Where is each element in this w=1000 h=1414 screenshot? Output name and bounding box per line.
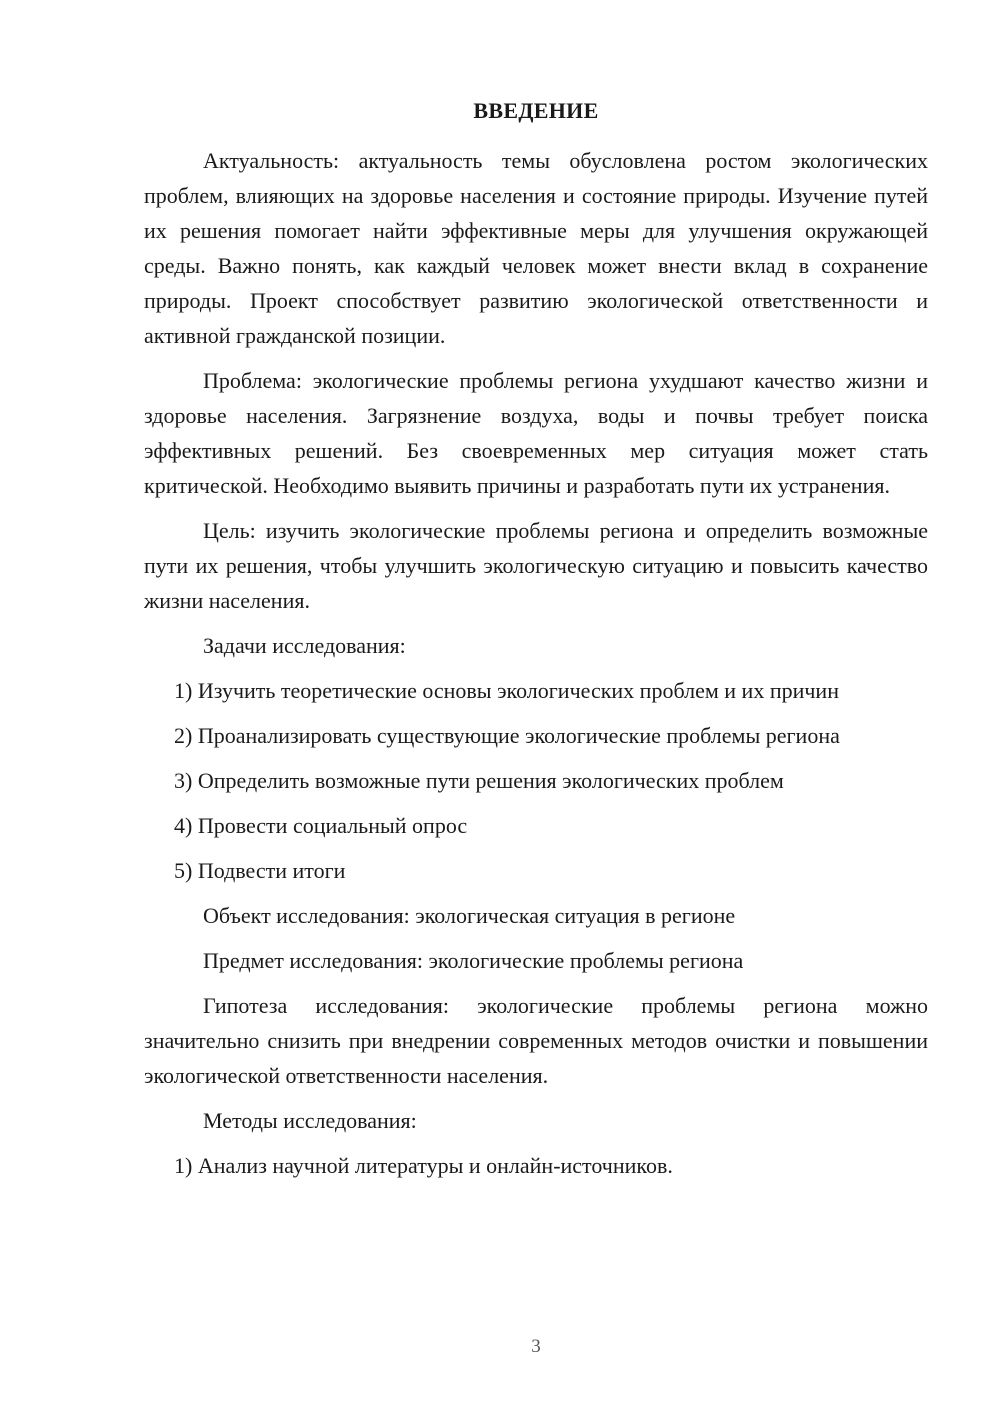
paragraph-hypothesis: Гипотеза исследования: экологические проблемы региона можно значительно снизить при внедрении современных методов очистки и повышении экологической ответственности населения. [144,993,928,1088]
list-item-task-3: 3) Определить возможные пути решения экологических проблем [174,768,784,793]
paragraph-goal: Цель: изучить экологические проблемы региона и определить возможные пути их решения, чтобы улучшить экологическую ситуацию и повысить качество жизни населения. [144,518,928,613]
list-item-task-4: 4) Провести социальный опрос [174,813,468,838]
paragraph-problem: Проблема: экологические проблемы региона ухудшают качество жизни и здоровье населения. Загрязнение воздуха, воды и почвы требует поиска эффективных решений. Без своевременных мер ситуация может стать критической. Необходимо выявить причины и разработать пути их устранения. [144,368,928,498]
section-heading: ВВЕДЕНИЕ [473,98,599,123]
paragraph-methods-title: Методы исследования: [203,1108,417,1133]
list-item-task-1: 1) Изучить теоретические основы экологических проблем и их причин [174,678,839,703]
list-item-task-5: 5) Подвести итоги [174,858,346,883]
paragraph-object: Объект исследования: экологическая ситуация в регионе [203,903,736,928]
paragraph-subject: Предмет исследования: экологические проблемы региона [203,948,744,973]
paragraph-relevance: Актуальность: актуальность темы обусловлена ростом экологических проблем, влияющих на здоровье населения и состояние природы. Изучение путей их решения помогает найти эффективные меры для улучшения окружающей среды. Важно понять, как каждый человек может внести вклад в сохранение природы. Проект способствует развитию экологической ответственности и активной гражданской позиции. [144,148,928,348]
page-number: 3 [531,1336,541,1357]
document-page [144,0,928,1414]
list-item-method-1: 1) Анализ научной литературы и онлайн-источников. [174,1153,673,1178]
paragraph-tasks-title: Задачи исследования: [203,633,406,658]
document-body [144,143,928,1193]
list-item-task-2: 2) Проанализировать существующие экологические проблемы региона [174,723,840,748]
